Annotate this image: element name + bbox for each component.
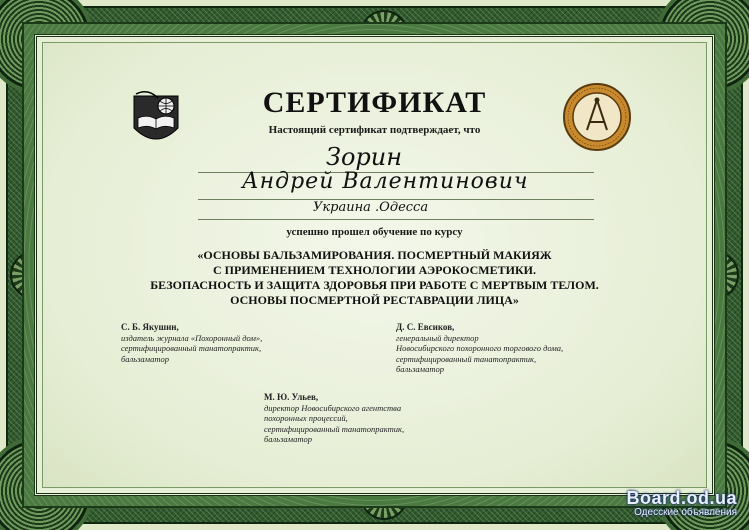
signatory-3 (264, 392, 454, 445)
course-line: БЕЗОПАСНОСТЬ И ЗАЩИТА ЗДОРОВЬЯ ПРИ РАБОТЕ С МЕРТВЫМ ТЕЛОМ. (150, 278, 599, 292)
site-watermark (626, 488, 737, 518)
signatory-role-line: бальзаматор (121, 353, 169, 364)
recipient-location: Украина .Одесса (313, 200, 429, 215)
course-line: «ОСНОВЫ БАЛЬЗАМИРОВАНИЯ. ПОСМЕРТНЫЙ МАКИЯЖ (197, 248, 552, 262)
signatory-role-line: сертифицированный танатопрактик, (121, 343, 262, 353)
certificate-title: СЕРТИФИКАТ (262, 86, 487, 119)
signatory-role-line: сертифицированный танатопрактик, (264, 423, 405, 434)
course-title (150, 248, 599, 308)
signatory-role-line: сертифицированный танатопрактик, (396, 353, 537, 364)
signatory-name: М. Ю. Ульев, (264, 392, 319, 402)
course-line: ОСНОВЫ ПОСМЕРТНОЙ РЕСТАВРАЦИИ ЛИЦА» (230, 293, 519, 307)
signatory-1 (121, 322, 301, 364)
signatory-role-line: издатель журнала «Похоронный дом», (121, 332, 263, 343)
certificate-subtitle: Настоящий сертификат подтверждает, что (268, 124, 481, 136)
signatory-role-line: бальзаматор (264, 434, 312, 444)
passed-text: успешно прошел обучение по курсу (286, 226, 463, 238)
recipient-last-name: Зорин (326, 143, 403, 171)
signatory-role-line: генеральный директор (396, 332, 479, 343)
signatory-name: Д. С. Евсиков, (396, 322, 455, 332)
watermark-sub: Одесские объявления (634, 507, 737, 518)
signatory-role-line: бальзаматор (396, 364, 444, 374)
signatory-role-line: похоронных процессий, (264, 413, 348, 423)
recipient-first-name: Андрей Валентинович (242, 169, 529, 194)
underline-3 (198, 219, 594, 220)
course-line: С ПРИМЕНЕНИЕМ ТЕХНОЛОГИИ АЭРОКОСМЕТИКИ. (212, 263, 536, 277)
signatory-role-line: директор Новосибирского агентства (264, 402, 402, 413)
signatory-role-line: Новосибирского похоронного торгового дома, (396, 343, 564, 353)
watermark-main: Board.od.ua (626, 488, 737, 508)
signatory-2 (396, 322, 596, 375)
signatory-name: С. Б. Якушин, (121, 322, 179, 332)
